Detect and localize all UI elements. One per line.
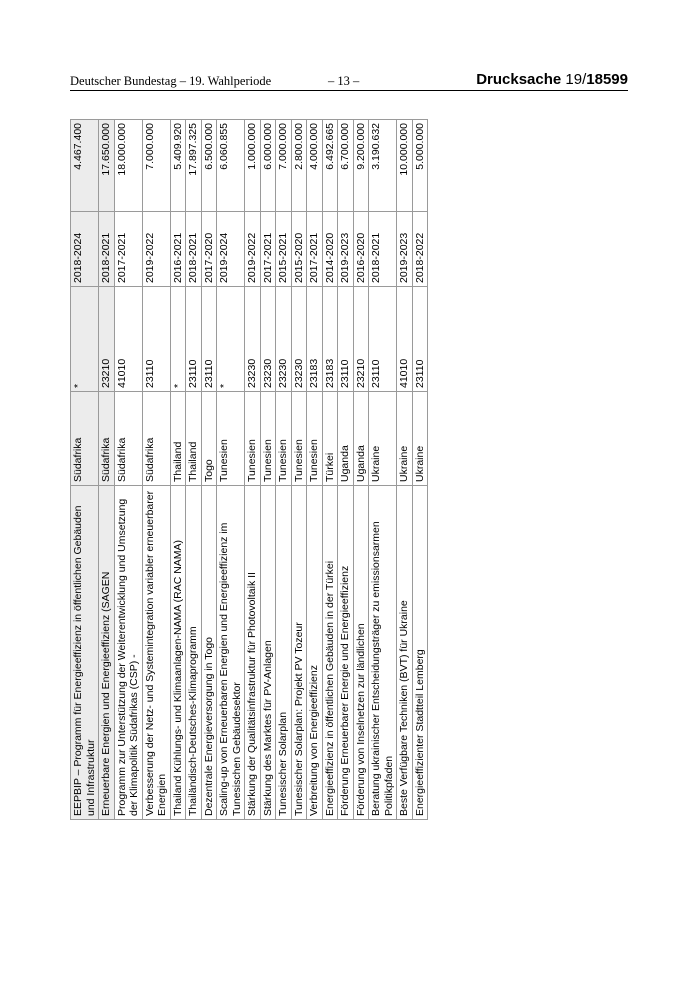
- crs-code-cell: 23230: [245, 287, 261, 392]
- amount-cell: 18.000.000: [114, 120, 142, 212]
- period-cell: 2016-2021: [170, 212, 186, 287]
- crs-code-cell: 23230: [260, 287, 276, 392]
- country-cell: Togo: [201, 392, 217, 486]
- country-cell: Tunesien: [307, 392, 323, 486]
- crs-code-cell: 41010: [397, 287, 413, 392]
- table-row: [217, 120, 245, 820]
- table-row: [201, 120, 217, 820]
- page-header: [70, 72, 628, 92]
- crs-code-cell: *: [217, 287, 245, 392]
- country-cell: Uganda: [353, 392, 369, 486]
- project-cell: Energieeffizienz in öffentlichen Gebäuden in der Türkei: [322, 486, 338, 820]
- table-row: [353, 120, 369, 820]
- project-cell: EEPBIP – Programm für Energieeffizienz in öffentlichen Gebäuden und Infrastruktur: [71, 486, 99, 820]
- table-row: [322, 120, 338, 820]
- table-row: [245, 120, 261, 820]
- amount-cell: 4.000.000: [307, 120, 323, 212]
- country-cell: Tunesien: [276, 392, 292, 486]
- country-cell: Ukraine: [412, 392, 428, 486]
- table-row: [291, 120, 307, 820]
- period-cell: 2019-2022: [245, 212, 261, 287]
- country-cell: Tunesien: [217, 392, 245, 486]
- country-cell: Türkei: [322, 392, 338, 486]
- project-table-body: [71, 120, 428, 820]
- country-cell: Thailand: [186, 392, 202, 486]
- crs-code-cell: 23110: [186, 287, 202, 392]
- table-row: [307, 120, 323, 820]
- period-cell: 2017-2021: [114, 212, 142, 287]
- crs-code-cell: 23230: [276, 287, 292, 392]
- table-row: [412, 120, 428, 820]
- amount-cell: 5.409.920: [170, 120, 186, 212]
- crs-code-cell: 23230: [291, 287, 307, 392]
- period-cell: 2019-2023: [338, 212, 354, 287]
- table-row: [170, 120, 186, 820]
- amount-cell: 6.492.665: [322, 120, 338, 212]
- crs-code-cell: 23183: [307, 287, 323, 392]
- crs-code-cell: 23110: [412, 287, 428, 392]
- crs-code-cell: 23110: [142, 287, 170, 392]
- project-cell: Förderung von Inselnetzen zur ländlichen: [353, 486, 369, 820]
- crs-code-cell: 23110: [201, 287, 217, 392]
- amount-cell: 9.200.000: [353, 120, 369, 212]
- crs-code-cell: *: [71, 287, 99, 392]
- amount-cell: 7.000.000: [142, 120, 170, 212]
- table-row: [397, 120, 413, 820]
- country-cell: Uganda: [338, 392, 354, 486]
- table-row: [99, 120, 115, 820]
- country-cell: Tunesien: [245, 392, 261, 486]
- project-cell: Energieeffizienter Stadtteil Lemberg: [412, 486, 428, 820]
- table-wrapper: [70, 120, 620, 820]
- period-cell: 2017-2021: [307, 212, 323, 287]
- amount-cell: 6.700.000: [338, 120, 354, 212]
- period-cell: 2018-2024: [71, 212, 99, 287]
- project-cell: Förderung Erneuerbarer Energie und Energieeffizienz: [338, 486, 354, 820]
- crs-code-cell: 23110: [338, 287, 354, 392]
- period-cell: 2015-2021: [276, 212, 292, 287]
- table-row: [260, 120, 276, 820]
- table-row: [142, 120, 170, 820]
- header-rule: [70, 90, 628, 91]
- amount-cell: 6.500.000: [201, 120, 217, 212]
- project-cell: Scaling-up von Erneuerbaren Energien und Energieeffizienz im Tunesischen Gebäudesektor: [217, 486, 245, 820]
- period-cell: 2016-2020: [353, 212, 369, 287]
- project-cell: Stärkung des Marktes für PV-Anlagen: [260, 486, 276, 820]
- table-row: [71, 120, 99, 820]
- country-cell: Thailand: [170, 392, 186, 486]
- page-number: – 13 –: [328, 74, 360, 88]
- amount-cell: 3.190.632: [369, 120, 397, 212]
- amount-cell: 17.897.325: [186, 120, 202, 212]
- amount-cell: 4.467.400: [71, 120, 99, 212]
- document-number: [476, 71, 628, 88]
- rotated-table-container: [70, 120, 620, 820]
- period-cell: 2014-2020: [322, 212, 338, 287]
- project-cell: Erneuerbare Energien und Energieeffizienz (SAGEN: [99, 486, 115, 820]
- amount-cell: 5.000.000: [412, 120, 428, 212]
- crs-code-cell: 41010: [114, 287, 142, 392]
- country-cell: Tunesien: [291, 392, 307, 486]
- amount-cell: 2.800.000: [291, 120, 307, 212]
- project-cell: Programm zur Unterstützung der Weiterentwicklung und Umsetzung der Klimapolitik Südafrikas (CSP) -: [114, 486, 142, 820]
- crs-code-cell: *: [170, 287, 186, 392]
- crs-code-cell: 23110: [369, 287, 397, 392]
- project-table: [70, 119, 428, 820]
- table-row: [186, 120, 202, 820]
- period-cell: 2018-2021: [186, 212, 202, 287]
- document-num-suffix: 18599: [586, 71, 628, 88]
- project-cell: Tunesischer Solarplan: Projekt PV Tozeur: [291, 486, 307, 820]
- period-cell: 2017-2020: [201, 212, 217, 287]
- period-cell: 2017-2021: [260, 212, 276, 287]
- country-cell: Ukraine: [369, 392, 397, 486]
- project-cell: Tunesischer Solarplan: [276, 486, 292, 820]
- amount-cell: 17.650.000: [99, 120, 115, 212]
- crs-code-cell: 23210: [99, 287, 115, 392]
- document-num-prefix: 19/: [565, 71, 587, 88]
- project-cell: Verbesserung der Netz- und Systemintegration variabler erneuerbarer Energien: [142, 486, 170, 820]
- period-cell: 2015-2020: [291, 212, 307, 287]
- header-publication: Deutscher Bundestag – 19. Wahlperiode: [70, 74, 272, 88]
- table-row: [369, 120, 397, 820]
- crs-code-cell: 23210: [353, 287, 369, 392]
- amount-cell: 6.000.000: [260, 120, 276, 212]
- document-label: Drucksache: [476, 71, 562, 88]
- amount-cell: 6.060.855: [217, 120, 245, 212]
- crs-code-cell: 23183: [322, 287, 338, 392]
- amount-cell: 1.000.000: [245, 120, 261, 212]
- table-row: [276, 120, 292, 820]
- project-cell: Thailand Kühlungs- und Klimaanlagen-NAMA (RAC NAMA): [170, 486, 186, 820]
- project-cell: Verbreitung von Energieeffizienz: [307, 486, 323, 820]
- amount-cell: 10.000.000: [397, 120, 413, 212]
- period-cell: 2018-2021: [99, 212, 115, 287]
- period-cell: 2019-2023: [397, 212, 413, 287]
- period-cell: 2018-2022: [412, 212, 428, 287]
- project-cell: Beratung ukrainischer Entscheidungsträger zu emissionsarmen Politikpfaden: [369, 486, 397, 820]
- country-cell: Ukraine: [397, 392, 413, 486]
- period-cell: 2019-2024: [217, 212, 245, 287]
- country-cell: Südafrika: [142, 392, 170, 486]
- amount-cell: 7.000.000: [276, 120, 292, 212]
- country-cell: Südafrika: [99, 392, 115, 486]
- country-cell: Südafrika: [71, 392, 99, 486]
- project-cell: Thailändisch-Deutsches-Klimaprogramm: [186, 486, 202, 820]
- project-cell: Beste Verfügbare Techniken (BVT) für Ukraine: [397, 486, 413, 820]
- period-cell: 2019-2022: [142, 212, 170, 287]
- project-cell: Stärkung der Qualitätsinfrastruktur für Photovoltaik II: [245, 486, 261, 820]
- country-cell: Tunesien: [260, 392, 276, 486]
- project-cell: Dezentrale Energieversorgung in Togo: [201, 486, 217, 820]
- period-cell: 2018-2021: [369, 212, 397, 287]
- table-row: [114, 120, 142, 820]
- country-cell: Südafrika: [114, 392, 142, 486]
- table-row: [338, 120, 354, 820]
